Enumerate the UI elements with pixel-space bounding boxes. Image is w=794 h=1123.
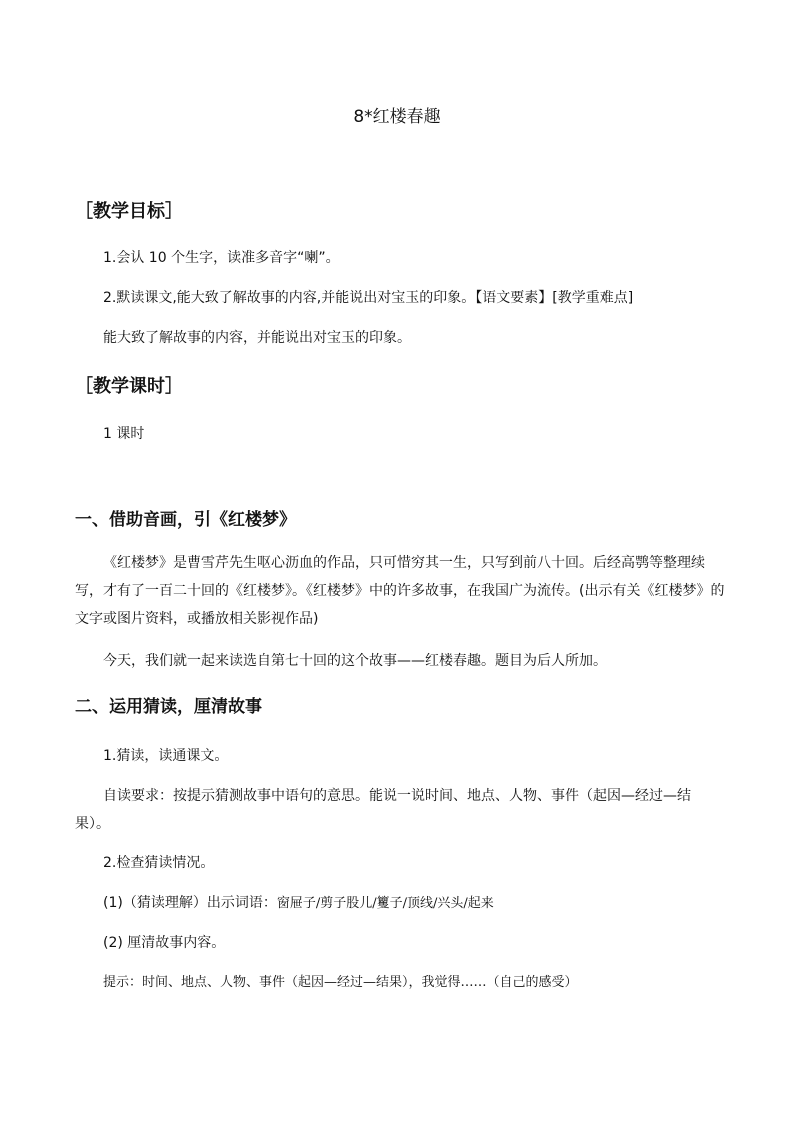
part2-hint: 提示：时间、地点、人物、事件（起因—经过—结果），我觉得……（自己的感受） <box>103 975 578 990</box>
key-point-text: 能大致了解故事的内容，并能说出对宝玉的印象。 <box>103 330 411 346</box>
part2-step-1-requirements: 自读要求：按提示猜测故事中语句的意思。能说一说时间、地点、人物、事件（起因—经过—结果）。 <box>75 788 691 832</box>
part2-step-2: 2.检查猜读情况。 <box>103 855 215 871</box>
part1-paragraph-1: 《红楼梦》是曹雪芹先生呕心沥血的作品，只可惜穷其一生，只写到前八十回。后经高鹗等整理续写，才有了一百二十回的《红楼梦》。《红楼梦》中的许多故事，在我国广为流传。(出示有关《红楼梦》的文字或图片资料，或播放相关影视作品) <box>75 555 725 627</box>
part2-heading: 二、运用猜读，厘清故事 <box>75 697 262 717</box>
part1-paragraph-2: 今天，我们就一起来读选自第七十回的这个故事——红楼春趣。题目为后人所加。 <box>103 653 607 669</box>
document-title: 8*红楼春趣 <box>353 107 441 127</box>
part1-heading: 一、借助音画，引《红楼梦》 <box>75 510 296 530</box>
hours-text: 1 课时 <box>103 426 145 442</box>
part2-step-1: 1.猜读，读通课文。 <box>103 748 229 764</box>
goal-item-2: 2.默读课文,能大致了解故事的内容,并能说出对宝玉的印象。【语文要素】[教学重难点] <box>103 290 634 306</box>
goals-heading: ［教学目标］ <box>75 201 183 222</box>
goal-item-1: 1.会认 10 个生字，读准多音字“喇”。 <box>103 250 340 266</box>
hours-heading: ［教学课时］ <box>75 376 183 397</box>
part2-step-2-1-words: 窗屉子/剪子股儿/籰子/顶线/兴头/起来 <box>276 896 494 911</box>
part2-step-2-2: (2) 厘清故事内容。 <box>103 935 226 951</box>
part2-step-2-1 <box>103 893 494 914</box>
part2-step-2-1-prefix: (1)（猜读理解）出示词语： <box>103 895 277 911</box>
